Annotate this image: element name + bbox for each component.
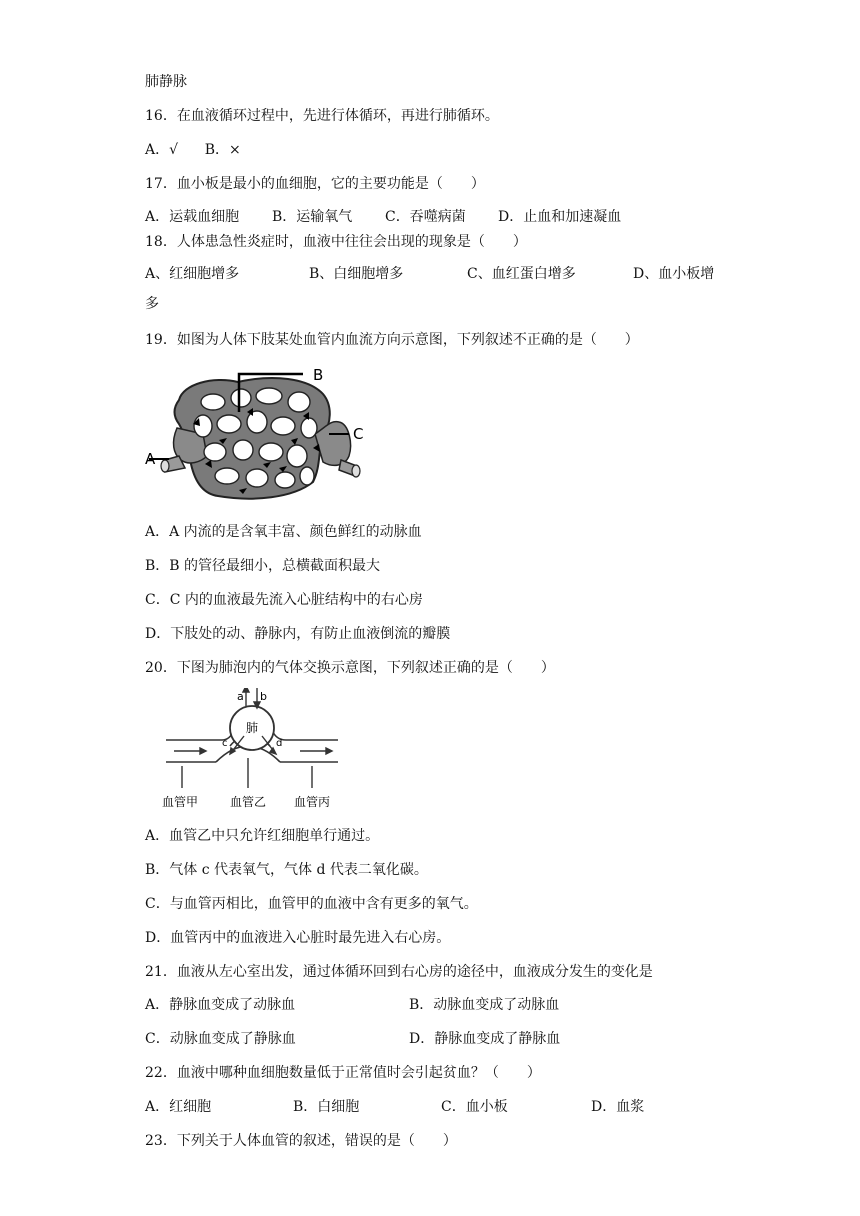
alveolus-label: 肺 (246, 721, 259, 735)
question-17-options (145, 207, 725, 227)
option-b: B、白细胞增多 (309, 266, 404, 282)
option-d: D．止血和加速凝血 (498, 209, 622, 225)
question-20-option-c: C．与血管丙相比，血管甲的血液中含有更多的氧气。 (145, 896, 478, 912)
question-21: 21．血液从左心室出发，通过体循环回到右心房的途径中，血液成分发生的变化是 (145, 964, 653, 980)
question-20-option-b: B．气体 c 代表氧气，气体 d 代表二氧化碳。 (145, 862, 428, 878)
option-d: D．静脉血变成了静脉血 (409, 1031, 561, 1047)
question-23: 23．下列关于人体血管的叙述，错误的是（ ） (145, 1133, 457, 1149)
prev-answer-text: 肺静脉 (145, 74, 187, 90)
question-20-option-d: D．血管丙中的血液进入心脏时最先进入右心房。 (145, 930, 451, 946)
question-22-options (145, 1097, 725, 1117)
question-20: 20．下图为肺泡内的气体交换示意图，下列叙述正确的是（ ） (145, 660, 555, 676)
question-20-option-a: A．血管乙中只允许红细胞单行通过。 (145, 828, 380, 844)
option-d: D、血小板增 (633, 266, 715, 282)
option-b: B．白细胞 (293, 1099, 360, 1115)
option-c: C．动脉血变成了静脉血 (145, 1031, 296, 1047)
option-a: A、红细胞增多 (145, 266, 240, 282)
option-c: C．吞噬病菌 (385, 209, 466, 225)
label-b: B (313, 366, 324, 384)
question-19-option-b: B．B 的管径最细小，总横截面积最大 (145, 558, 381, 574)
vessel-1-label: 血管甲 (162, 795, 199, 809)
alveolus-gas-exchange-figure (160, 688, 360, 816)
label-a: A (145, 450, 156, 468)
option-c: C、血红蛋白增多 (467, 266, 576, 282)
capillary-network-figure (143, 364, 379, 506)
option-a: A．静脉血变成了动脉血 (145, 997, 296, 1013)
question-18-options (145, 264, 725, 284)
question-19-option-a: A．A 内流的是含氧丰富、颜色鲜红的动脉血 (145, 524, 422, 540)
vessel-3-label: 血管丙 (294, 795, 331, 809)
question-18: 18．人体患急性炎症时，血液中往往会出现的现象是（ ） (145, 234, 527, 250)
question-21-options-row-2 (145, 1029, 725, 1049)
question-19-option-d: D．下肢处的动、静脉内，有防止血液倒流的瓣膜 (145, 626, 451, 642)
option-a: A．运载血细胞 (145, 209, 240, 225)
question-16-options: A．√ B．× (145, 142, 241, 158)
vessel-2-label: 血管乙 (230, 795, 267, 809)
label-c: c (222, 738, 228, 749)
question-21-options-row-1 (145, 995, 725, 1015)
question-19-option-c: C．C 内的血液最先流入心脏结构中的右心房 (145, 592, 423, 608)
question-17: 17．血小板是最小的血细胞，它的主要功能是（ ） (145, 176, 485, 192)
question-19: 19．如图为人体下肢某处血管内血流方向示意图，下列叙述不正确的是（ ） (145, 332, 639, 348)
question-18-wrap: 多 (145, 296, 159, 312)
label-c: C (353, 425, 364, 443)
question-22: 22．血液中哪种血细胞数量低于正常值时会引起贫血？（ ） (145, 1065, 541, 1081)
label-b: b (260, 690, 267, 703)
option-b: B．动脉血变成了动脉血 (409, 997, 560, 1013)
question-16: 16．在血液循环过程中，先进行体循环，再进行肺循环。 (145, 108, 499, 124)
option-b: B．运输氧气 (272, 209, 353, 225)
label-d: d (276, 738, 283, 749)
option-a: A．红细胞 (145, 1099, 212, 1115)
option-d: D．血浆 (591, 1099, 645, 1115)
option-c: C．血小板 (441, 1099, 508, 1115)
label-a: a (237, 690, 244, 703)
